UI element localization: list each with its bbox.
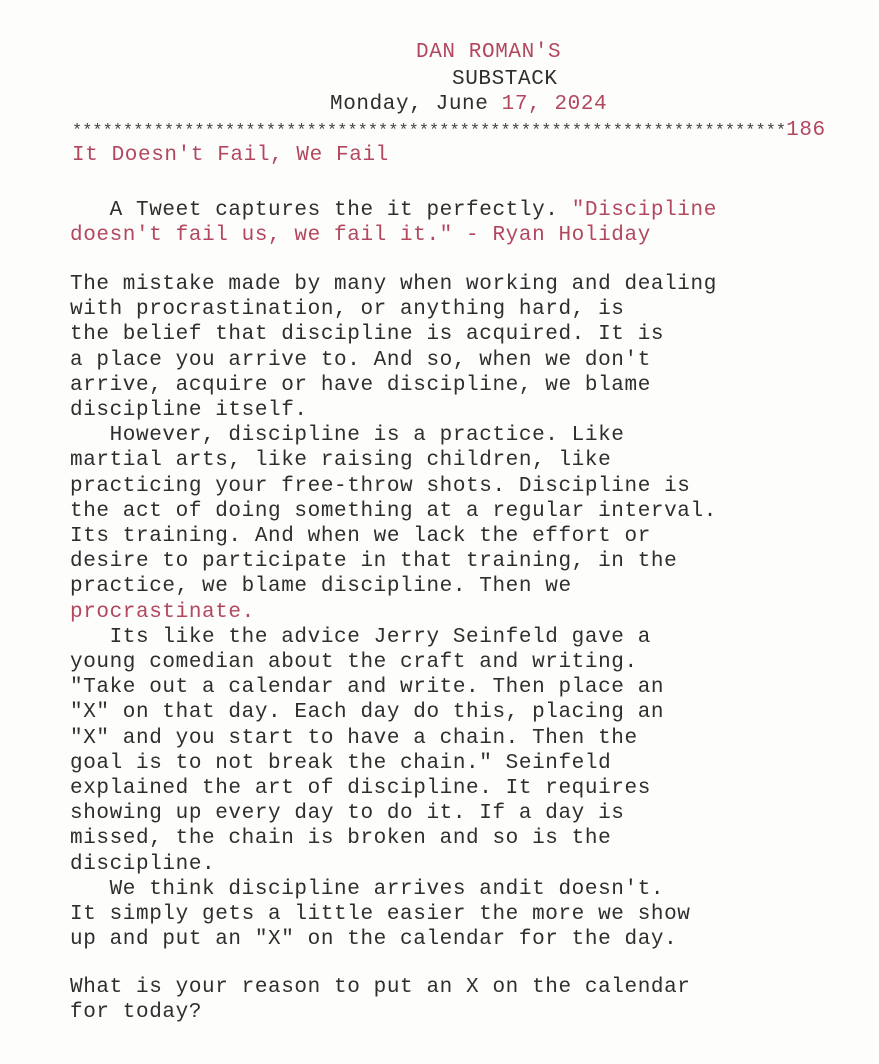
closing-question: What is your reason to put an X on the calendar for today? bbox=[70, 976, 691, 1025]
date-prefix: Monday, June bbox=[330, 93, 502, 116]
blog-name: DAN ROMAN'S bbox=[416, 41, 562, 64]
quote-line-2: doesn't fail us, we fail it." - Ryan Holiday bbox=[70, 224, 651, 248]
date-numbers: 17, 2024 bbox=[501, 93, 608, 116]
asterisk-divider bbox=[72, 120, 826, 141]
paragraph-3: Its like the advice Jerry Seinfeld gave a young comedian about the craft and writing. "Take out a calendar and write. Then place an "X" on that day. Each day do this, placing an "X" and you start to have a chain. Then the goal is to not break the chain." Seinfeld explained the art of discipline. It requires showing up every day to do it. If a day is missed, the chain is broken and so is the discipline. bbox=[70, 625, 665, 876]
post-date bbox=[330, 94, 607, 115]
paragraph-2: However, discipline is a practice. Like martial arts, like raising children, like practicing your free-throw shots. Discipline is the act of doing something at a regular interval. Its training. And when we lack the effort or desire to participate in that training, in the practice, we blame discipline. Then we bbox=[70, 424, 717, 599]
blog-subtitle: SUBSTACK bbox=[452, 68, 558, 91]
body-text bbox=[70, 272, 717, 952]
post-title: It Doesn't Fail, We Fail bbox=[72, 144, 389, 167]
paragraph-4: We think discipline arrives andit doesn't. It simply gets a little easier the more we show up and put an "X" on the calendar for the day. bbox=[70, 877, 691, 952]
asterisk-rule: ********************************************************************** bbox=[72, 122, 787, 141]
quote-lead: A Tweet captures the it perfectly. bbox=[70, 199, 572, 222]
quote-line-1: "Discipline bbox=[571, 199, 717, 222]
quote-paragraph bbox=[70, 198, 717, 248]
page-number: 186 bbox=[786, 119, 826, 142]
paragraph-1: The mistake made by many when working and dealing with procrastination, or anything hard, is the belief that discipline is acquired. It is a place you arrive to. And so, when we don't arrive, acquire or have discipline, we blame discipline itself. bbox=[70, 273, 717, 423]
procrastinate-word: procrastinate. bbox=[70, 600, 255, 624]
